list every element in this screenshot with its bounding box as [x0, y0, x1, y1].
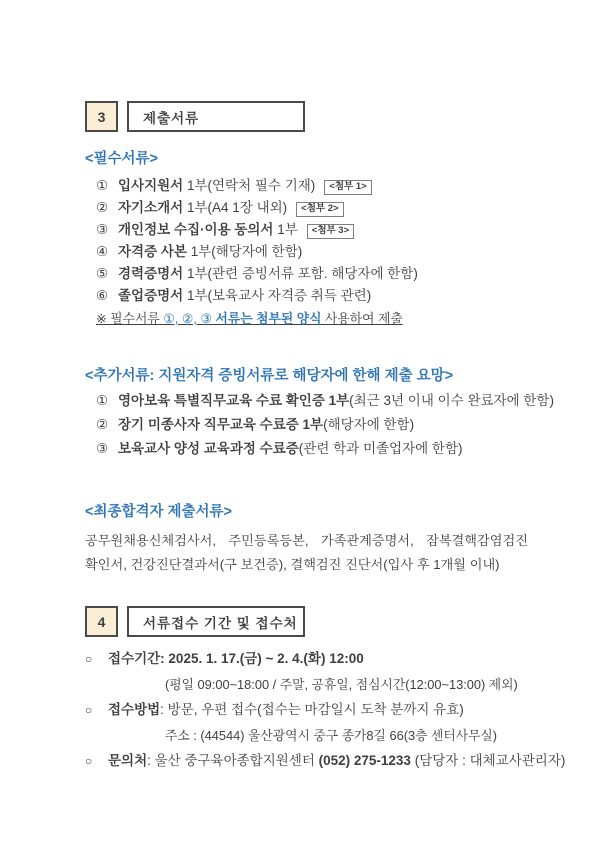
doc-detail: (관련 학과 미졸업자에 한함)	[298, 441, 463, 456]
item-number: ④	[96, 244, 109, 259]
required-docs-heading: <필수서류>	[85, 151, 158, 167]
doc-detail: 1부(A4 1장 내외)	[183, 200, 288, 215]
required-doc-item	[85, 263, 528, 285]
additional-doc-item	[85, 413, 528, 437]
final-docs-heading: <최종합격자 제출서류>	[85, 504, 233, 520]
note-emphasis: 서류는 첨부된 양식	[215, 311, 322, 326]
required-docs-list	[85, 175, 528, 307]
doc-detail: 1부(보육교사 자격증 취득 관련)	[183, 288, 372, 303]
required-doc-item	[85, 219, 528, 241]
required-doc-item	[85, 285, 528, 307]
item-number: ③	[96, 441, 109, 456]
period-separator: :	[160, 651, 169, 666]
item-number: ①	[96, 393, 109, 408]
reception-method-row	[85, 699, 528, 721]
reception-period-row	[85, 648, 528, 670]
item-number: ⑤	[96, 266, 109, 281]
item-number: ②	[96, 417, 109, 432]
note-suffix: 사용하여 제출	[321, 311, 403, 326]
contact-label: 문의처	[108, 753, 148, 768]
doc-name: 경력증명서	[118, 266, 184, 281]
final-docs-body: 공무원채용신체검사서, 주민등록등본, 가족관계증명서, 잠복결핵감염검진 확인서, 건강진단결과서(구 보건증), 결핵검진 진단서(입사 후 1개월 이내)	[85, 533, 528, 572]
circle-bullet: ○	[85, 652, 93, 666]
doc-name: 개인정보 수집·이용 동의서	[118, 222, 274, 237]
doc-name: 자기소개서	[118, 200, 184, 215]
circle-bullet: ○	[85, 754, 93, 768]
doc-name: 보육교사 양성 교육과정 수료증	[118, 441, 299, 456]
period-label: 접수기간	[108, 651, 161, 666]
note-prefix: ※ 필수서류	[96, 311, 164, 326]
attachment-tag: <첨부 3>	[307, 224, 354, 239]
additional-docs-list	[85, 389, 554, 461]
doc-name: 입사지원서	[118, 178, 184, 193]
doc-name: 졸업증명서	[118, 288, 184, 303]
section-3-header	[85, 101, 528, 132]
section-4-header	[85, 606, 528, 637]
doc-detail: (최근 3년 이내 이수 완료자에 한함)	[349, 393, 554, 408]
section-4-title-box: 서류접수 기간 및 접수처	[127, 606, 305, 637]
doc-name: 장기 미종사자 직무교육 수료증 1부	[118, 417, 324, 432]
required-docs-note	[85, 308, 528, 329]
doc-name: 자격증 사본	[118, 244, 187, 259]
contact-phone: (052) 275-1233	[318, 753, 411, 768]
additional-docs-heading: <추가서류: 지원자격 증빙서류로 해당자에 한해 제출 요망>	[85, 368, 454, 384]
item-number: ⑥	[96, 288, 109, 303]
circle-bullet: ○	[85, 703, 93, 717]
additional-doc-item	[85, 389, 554, 413]
attachment-tag: <첨부 1>	[324, 180, 371, 195]
doc-detail: 1부	[273, 222, 298, 237]
period-value: 2025. 1. 17.(금) ~ 2. 4.(화) 12:00	[168, 651, 364, 666]
reception-info	[85, 648, 566, 772]
section-3-title-box: 제출서류	[127, 101, 305, 132]
method-label: 접수방법	[108, 702, 161, 717]
item-number: ②	[96, 200, 109, 215]
note-numbers: ①, ②, ③	[163, 311, 216, 326]
section-4-number-badge: 4	[85, 606, 118, 637]
additional-doc-item	[85, 437, 528, 461]
doc-detail: 1부(관련 증빙서류 포함. 해당자에 한함)	[183, 266, 418, 281]
doc-detail: 1부(연락처 필수 기재)	[183, 178, 316, 193]
doc-name: 영아보육 특별직무교육 수료 확인증 1부	[118, 393, 350, 408]
contact-center: : 울산 중구육아종합지원센터	[147, 753, 319, 768]
required-doc-item	[85, 175, 528, 197]
attachment-tag: <첨부 2>	[296, 202, 343, 217]
required-doc-item	[85, 241, 528, 263]
item-number: ③	[96, 222, 109, 237]
doc-detail: 1부(해당자에 한함)	[186, 244, 303, 259]
doc-detail: (해당자에 한함)	[323, 417, 415, 432]
item-number: ①	[96, 178, 109, 193]
reception-address: 주소 : (44544) 울산광역시 중구 종가8길 66(3층 센터사무실)	[165, 728, 498, 743]
contact-row	[85, 750, 566, 772]
contact-manager: (담당자 : 대체교사관리자)	[410, 753, 566, 768]
section-3-number-badge: 3	[85, 101, 118, 132]
required-doc-item	[85, 197, 528, 219]
reception-period-note: (평일 09:00~18:00 / 주말, 공휴일, 점심시간(12:00~13:00) 제외)	[165, 677, 518, 692]
method-value: : 방문, 우편 접수(접수는 마감일시 도착 분까지 유효)	[160, 702, 464, 717]
